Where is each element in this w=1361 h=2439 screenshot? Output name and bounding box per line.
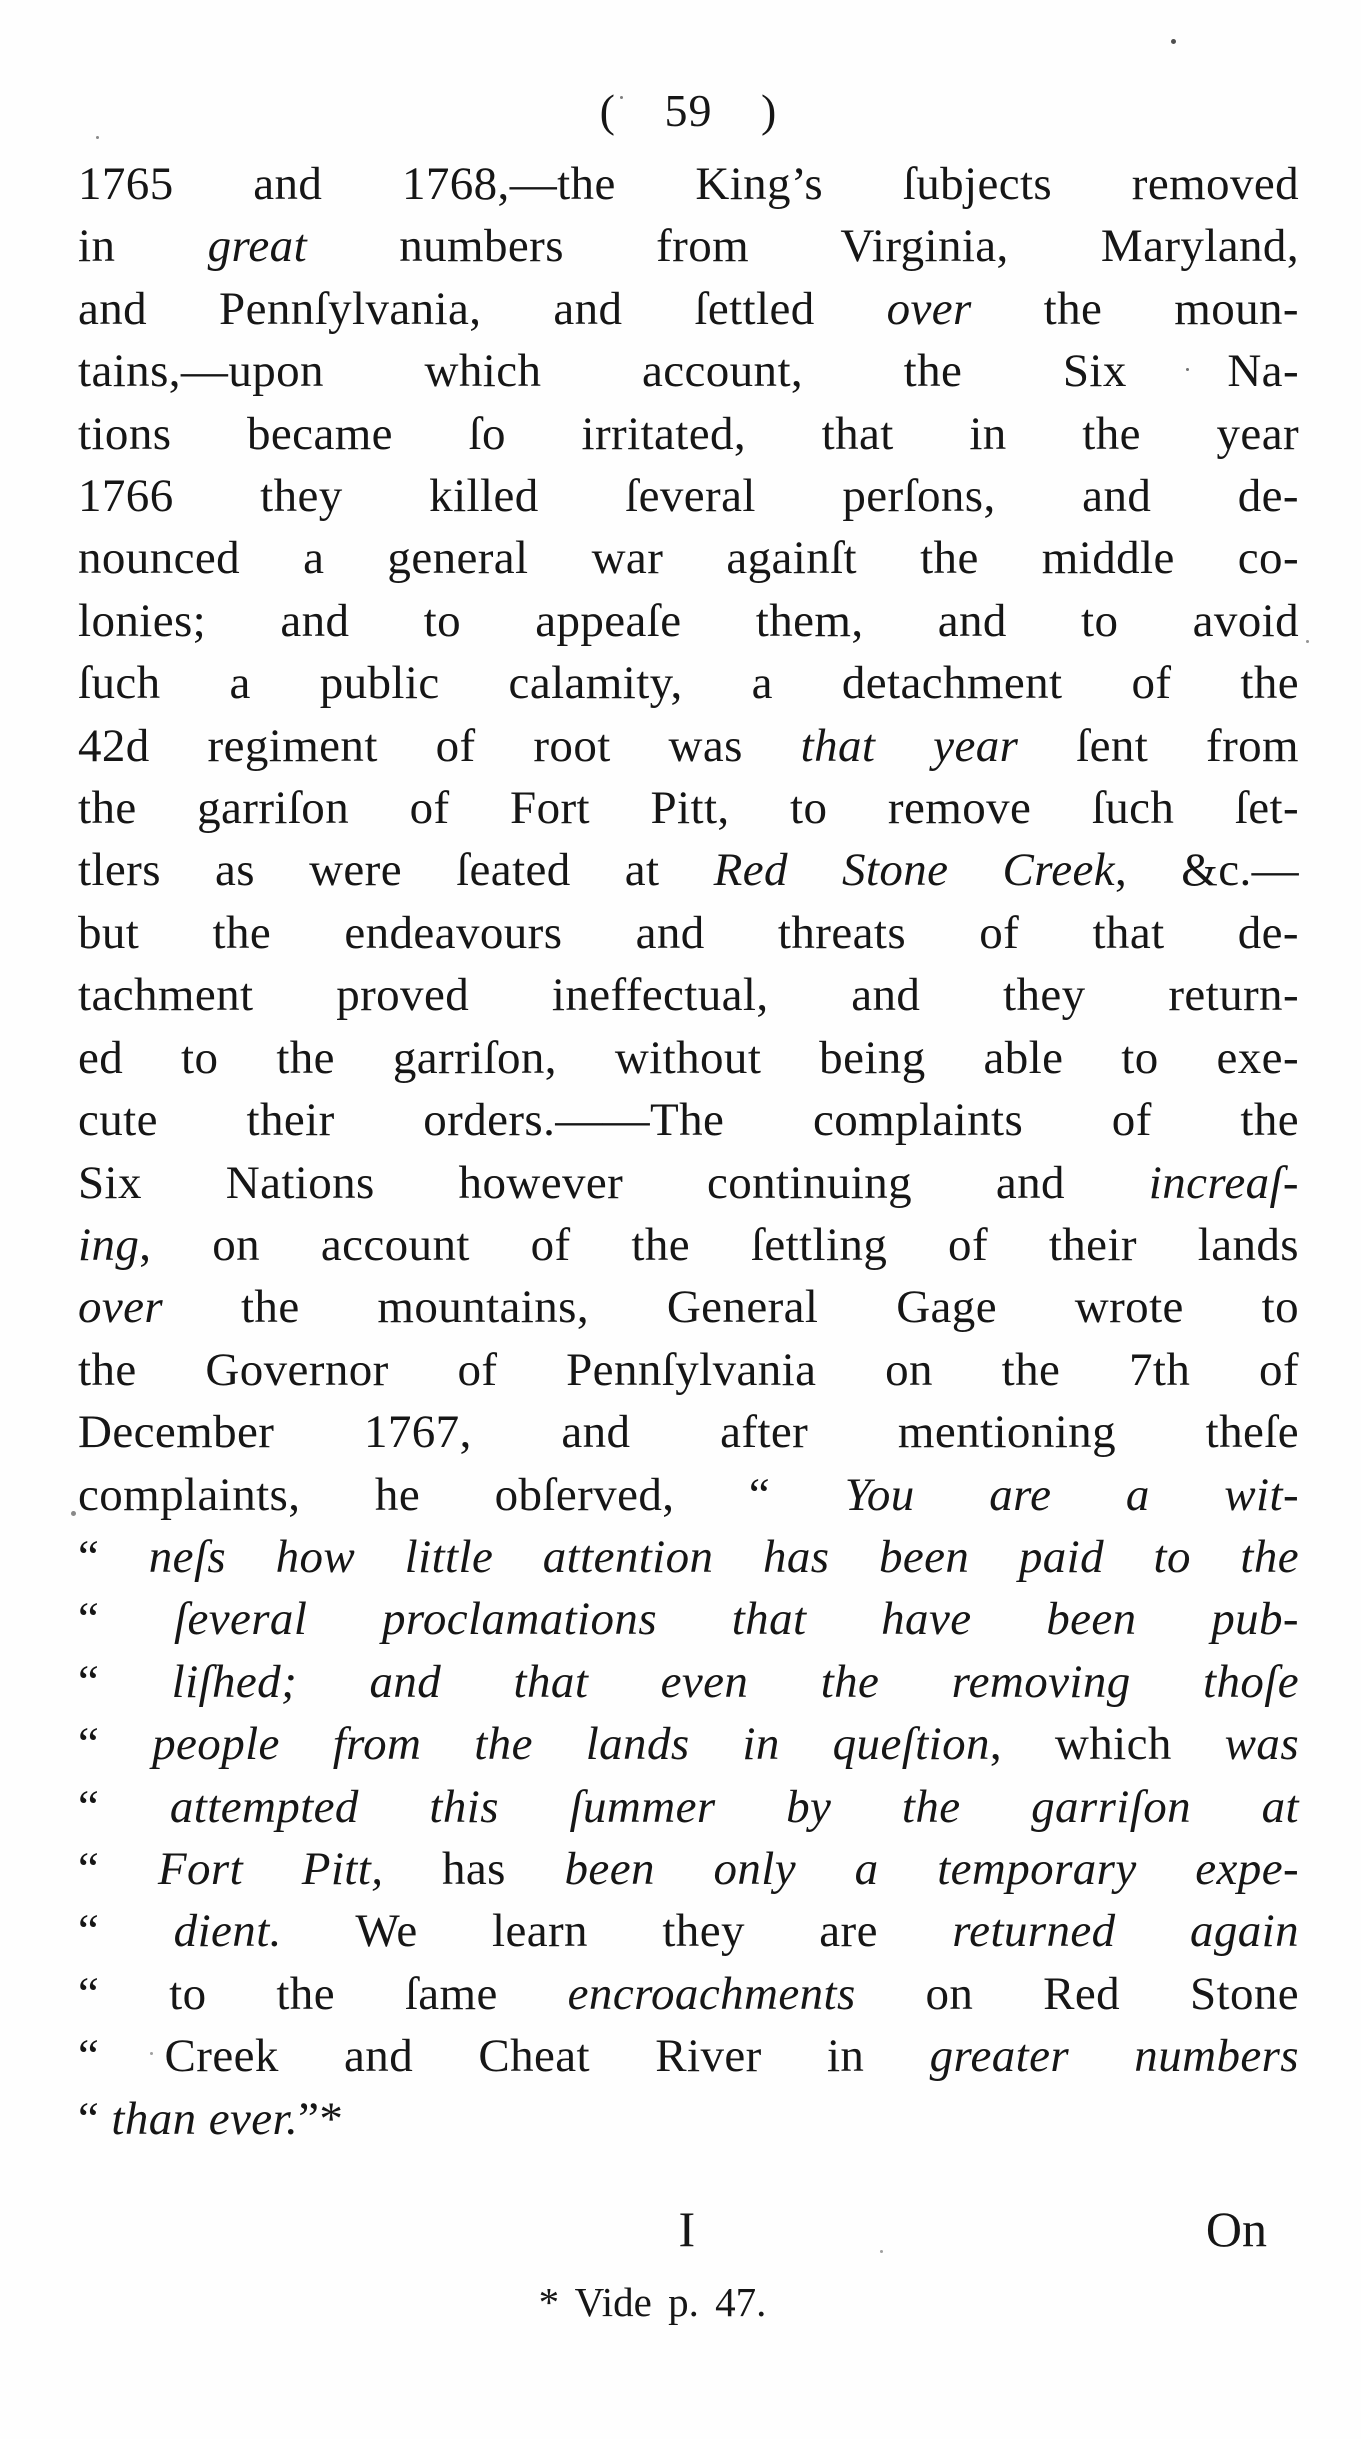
text-line: “ Creek and Cheat River in greater numbers [78, 2030, 1299, 2083]
signature-row [78, 2200, 1299, 2264]
text-line: the Governor of Pennſylvania on the 7th of [78, 1343, 1299, 1396]
text-line: “ attempted this ſummer by the garriſon at [78, 1780, 1299, 1833]
text-line: 42d regiment of root was that year ſent from [78, 719, 1299, 772]
text-line: ing, on account of the ſettling of their lands [78, 1218, 1299, 1271]
text-line: Six Nations however continuing and increaſ- [78, 1156, 1299, 1209]
text-line: 1766 they killed ſeveral perſons, and de- [78, 470, 1299, 523]
catchword: On [1205, 2201, 1267, 2257]
scan-speckles [0, 0, 3, 3]
text-line: tlers as were ſeated at Red Stone Creek, &c.— [78, 844, 1300, 897]
text-line: lonies; and to appeaſe them, and to avoid [78, 594, 1299, 647]
text-line: over the mountains, General Gage wrote to [78, 1281, 1299, 1334]
text-line: “ Fort Pitt, has been only a temporary expe- [78, 1842, 1300, 1895]
text-line: “ liſhed; and that even the removing thoſe [78, 1655, 1299, 1708]
text-line: ed to the garriſon, without being able to exe- [78, 1031, 1299, 1084]
text-line: and Pennſylvania, and ſettled over the moun- [78, 282, 1299, 335]
text-line: complaints, he obſerved, “ You are a wit- [78, 1468, 1299, 1521]
text-line: tachment proved ineffectual, and they return- [78, 969, 1299, 1022]
text-line: tions became ſo irritated, that in the year [78, 407, 1299, 460]
text-line: “ dient. We learn they are returned again [78, 1905, 1300, 1958]
text-line: ſuch a public calamity, a detachment of the [78, 657, 1299, 710]
text-line: tains,—upon which account, the Six Na- [78, 345, 1299, 398]
text-line: in great numbers from Virginia, Maryland, [78, 220, 1299, 273]
text-line: “ to the ſame encroachments on Red Stone [78, 1967, 1300, 2020]
signature-mark: I [678, 2201, 696, 2257]
footnote: * Vide p. 47. [538, 2279, 767, 2325]
text-line: December 1767, and after mentioning theſe [78, 1406, 1299, 1459]
page-number-header: ( 59 ) [599, 85, 778, 136]
text-line: cute their orders.——The complaints of the [78, 1094, 1299, 1147]
text-line: 1765 and 1768,—the King’s ſubjects removed [78, 158, 1299, 210]
text-line: “ ſeveral proclamations that have been pub- [78, 1593, 1299, 1646]
text-block [78, 153, 1299, 2150]
text-line: “ than ever.”* [78, 2092, 344, 2145]
text-line: the garriſon of Fort Pitt, to remove ſuch ſet- [78, 782, 1299, 835]
text-line: nounced a general war againſt the middle co- [78, 532, 1299, 585]
text-line: “ people from the lands in queſtion, which was [78, 1718, 1300, 1771]
text-line: “ neſs how little attention has been paid to the [78, 1530, 1299, 1583]
text-line: but the endeavours and threats of that de- [78, 906, 1299, 959]
